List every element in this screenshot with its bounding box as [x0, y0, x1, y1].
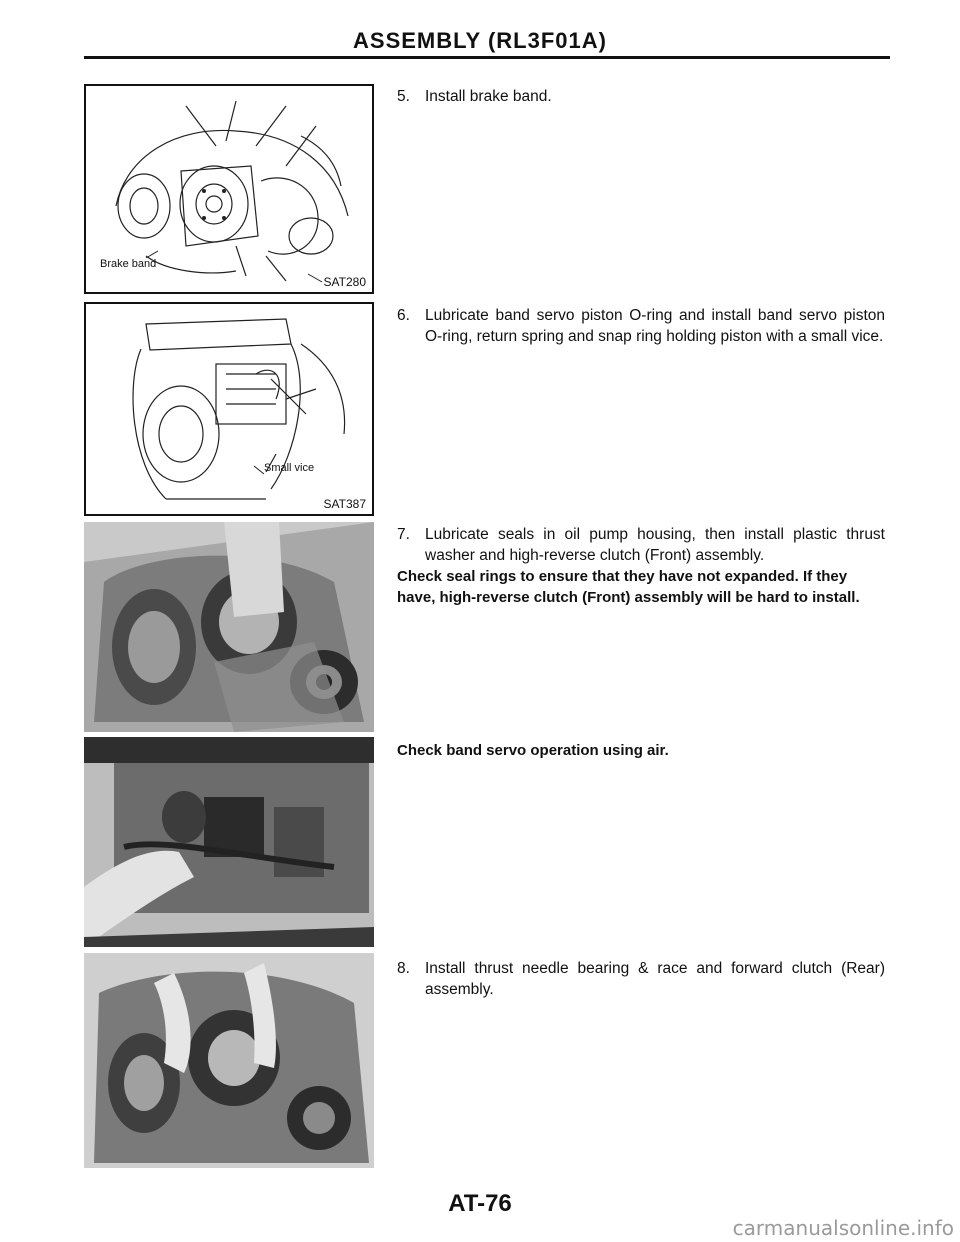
photo-servo-air-check — [84, 737, 374, 947]
small-vice-illustration — [86, 304, 372, 514]
step-5-number: 5. — [397, 88, 410, 105]
photo-clutch-install — [84, 522, 374, 732]
step-7-number: 7. — [397, 526, 410, 543]
brake-band-callout: Brake band — [100, 258, 157, 270]
step-8-number: 8. — [397, 960, 410, 977]
step-5 — [397, 86, 885, 107]
header-divider — [84, 56, 890, 59]
photo-forward-clutch-image — [84, 953, 374, 1168]
step-7 — [397, 524, 885, 566]
figure-small-vice — [84, 302, 374, 516]
step-6-text: Lubricate band servo piston O-ring and install band servo piston O-ring, return spring and snap ring holding piston with a small vice. — [425, 307, 885, 345]
figure-brake-band — [84, 84, 374, 294]
step-8-text: Install thrust needle bearing & race and forward clutch (Rear) assembly. — [425, 960, 885, 998]
step-6-number: 6. — [397, 307, 410, 324]
photo-servo-air-check-image — [84, 737, 374, 947]
figure-code-sat280: SAT280 — [323, 275, 366, 289]
figure-code-sat387: SAT387 — [323, 497, 366, 511]
page-number: AT-76 — [448, 1190, 512, 1217]
photo-forward-clutch — [84, 953, 374, 1168]
watermark: carmanualsonline.info — [732, 1216, 954, 1240]
step-8 — [397, 958, 885, 1000]
small-vice-callout: Small vice — [264, 462, 315, 474]
step-5-text: Install brake band. — [425, 88, 552, 105]
seal-check-note: Check seal rings to ensure that they have not expanded. If they have, high-reverse clutch (Front) assembly will be hard to install. — [397, 568, 860, 606]
servo-check-note: Check band servo operation using air. — [397, 742, 669, 759]
step-7-text: Lubricate seals in oil pump housing, then install plastic thrust washer and high-reverse clutch (Front) assembly. — [425, 526, 885, 564]
photo-clutch-install-image — [84, 522, 374, 732]
step-6 — [397, 305, 885, 347]
page-title: ASSEMBLY (RL3F01A) — [353, 28, 607, 53]
